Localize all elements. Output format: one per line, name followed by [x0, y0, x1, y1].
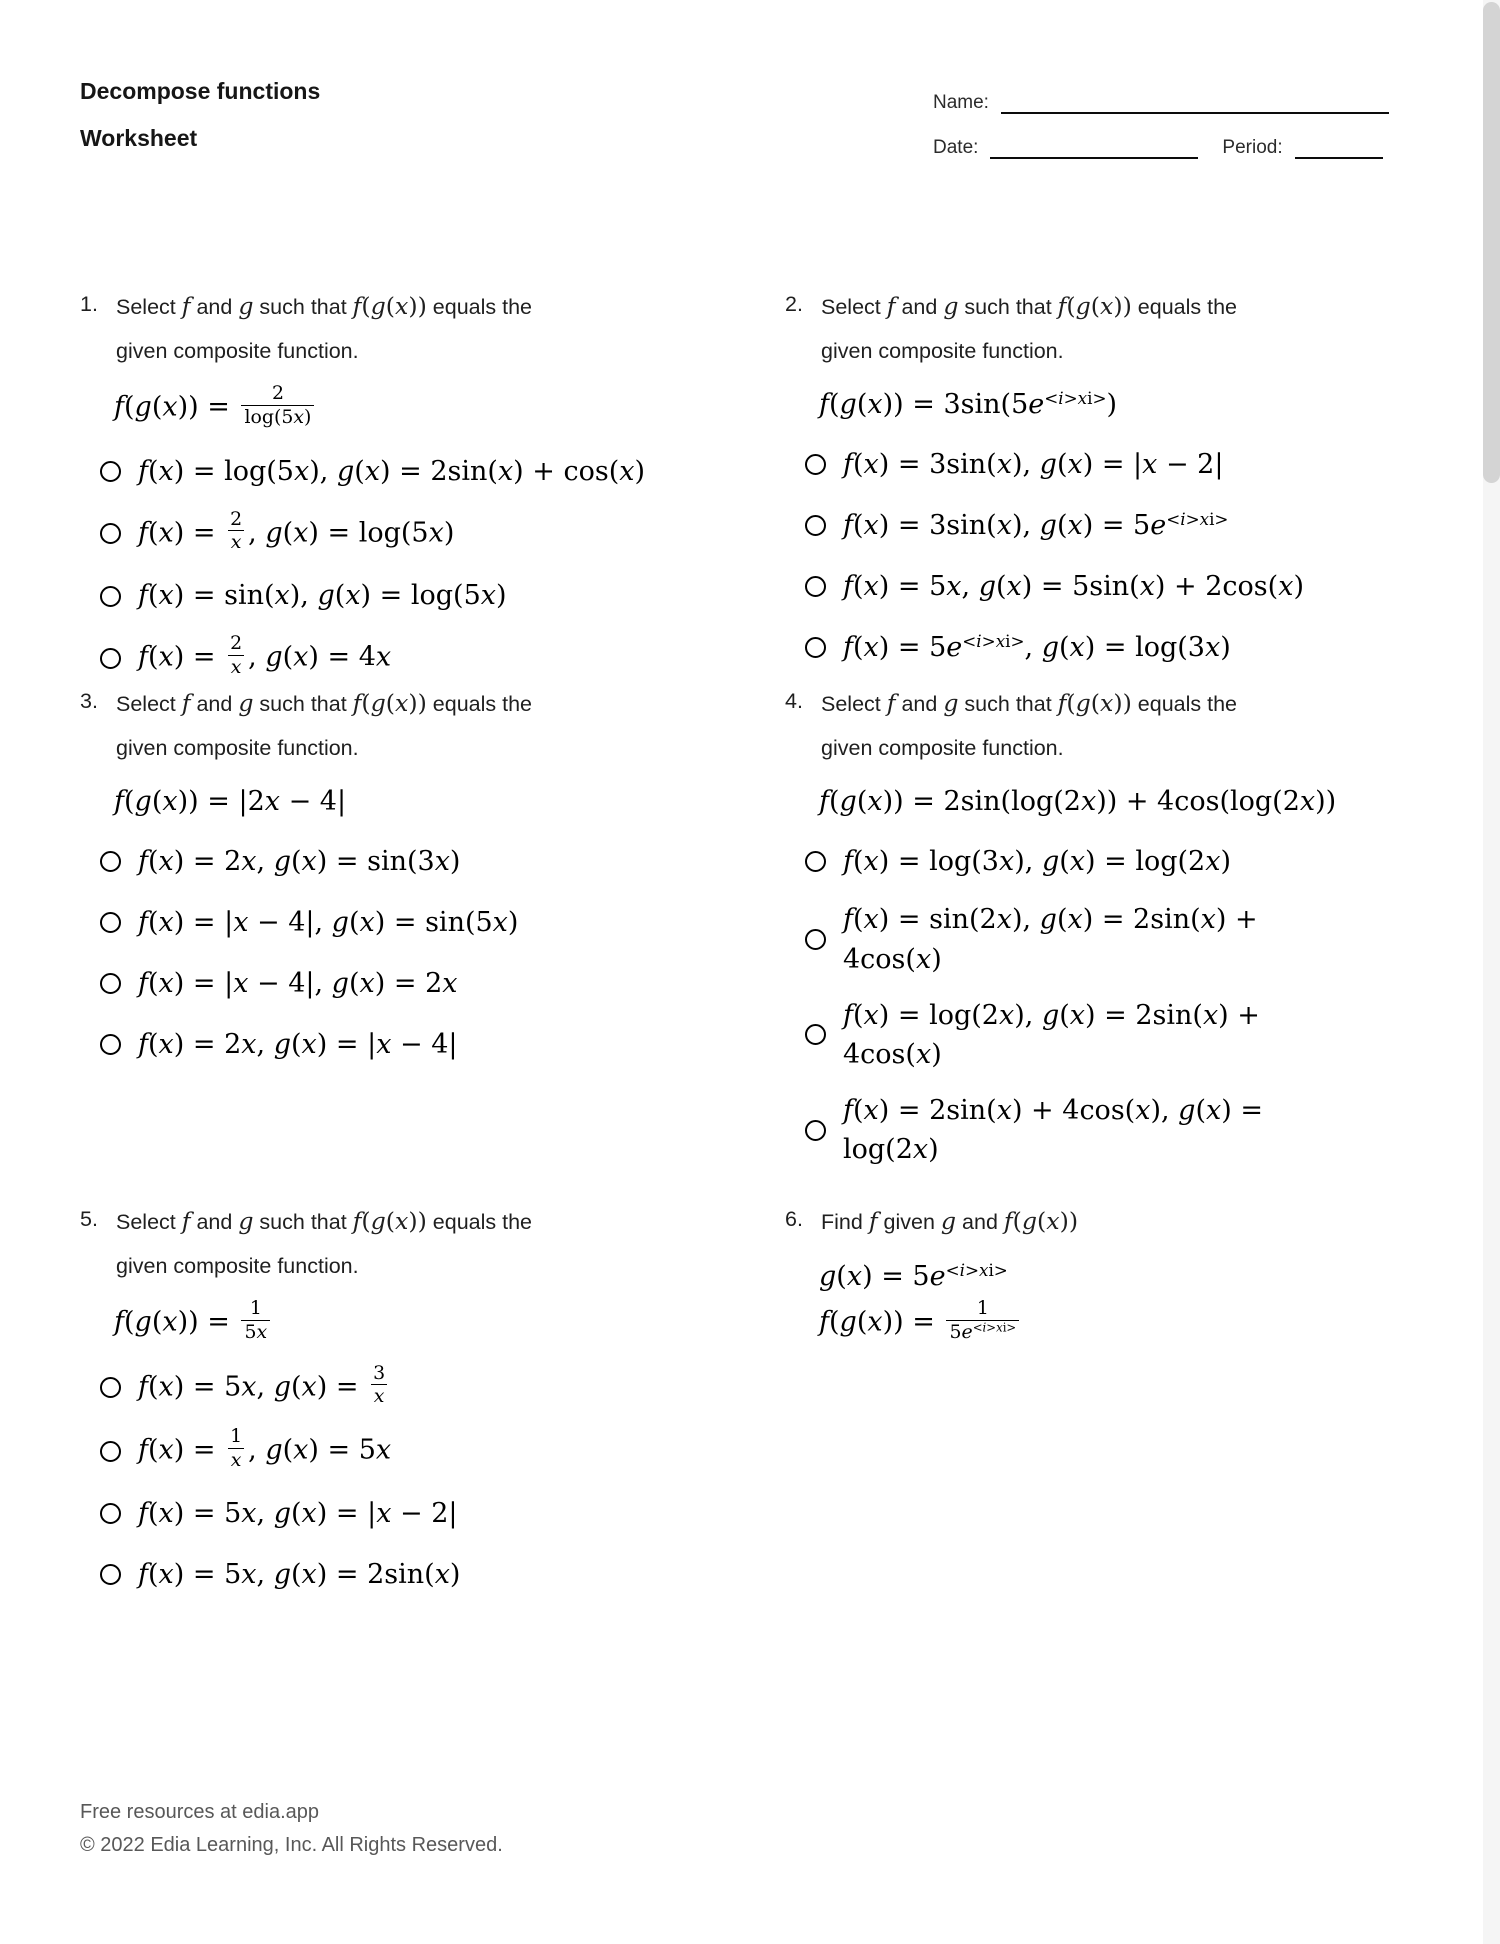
- option-expression: f(x) = 2x, g(x) = |x − 4|: [138, 1028, 458, 1060]
- date-label: Date:: [933, 137, 979, 159]
- composite-expression: $f(g(x)) = 3\sin(5e^{<i>xi>})$: [819, 388, 1118, 421]
- answer-option-2-4[interactable]: [785, 625, 1480, 669]
- radio-button-icon[interactable]: [100, 1034, 121, 1055]
- radio-button-icon[interactable]: [805, 515, 826, 536]
- answer-option-4-4[interactable]: [785, 1091, 1480, 1169]
- option-expression: $f(x) = 5e^{<i>xi>}$, g(x) = log(3x): [843, 630, 1231, 663]
- question-stem: [785, 283, 1480, 373]
- option-expression: f(x) = log(3x), g(x) = log(2x): [843, 845, 1232, 877]
- name-label: Name:: [933, 92, 989, 114]
- radio-button-icon[interactable]: [100, 973, 121, 994]
- radio-button-icon[interactable]: [805, 576, 826, 597]
- name-blank-line: [1001, 92, 1389, 114]
- option-expression: f(x) = |x − 4|, g(x) = 2x: [138, 967, 458, 999]
- footer-copyright-text: © 2022 Edia Learning, Inc. All Rights Reserved.: [80, 1834, 503, 1856]
- answer-options: [80, 450, 730, 682]
- answer-option-5-3[interactable]: [80, 1491, 730, 1535]
- question-text: Select f and g such that f(g(x)) equals the given composite function.: [821, 292, 1238, 364]
- date-blank-line: [990, 137, 1198, 159]
- radio-button-icon[interactable]: [100, 1503, 121, 1524]
- radio-button-icon[interactable]: [805, 637, 826, 658]
- answer-options: [80, 839, 730, 1066]
- title-line-1: Decompose functions: [80, 78, 321, 104]
- radio-button-icon[interactable]: [100, 523, 121, 544]
- answer-option-3-3[interactable]: [80, 961, 730, 1005]
- answer-option-2-1[interactable]: [785, 442, 1480, 486]
- answer-option-5-2[interactable]: [80, 1425, 730, 1474]
- composite-expression: f(g(x)) = $\frac{1}{5x}$: [80, 1300, 730, 1346]
- question-stem: [80, 283, 730, 373]
- question-6: [785, 1198, 1480, 1351]
- scrollbar-thumb[interactable]: [1483, 2, 1500, 483]
- option-expression: f(x) = sin(x), g(x) = log(5x): [138, 580, 507, 612]
- radio-button-icon[interactable]: [100, 1377, 121, 1398]
- footer: [80, 1796, 503, 1862]
- question-text: Select f and g such that f(g(x)) equals the given composite function.: [116, 292, 533, 364]
- answer-options: [80, 1361, 730, 1597]
- answer-option-1-3[interactable]: [80, 574, 730, 618]
- answer-option-4-2[interactable]: [785, 900, 1480, 978]
- option-expression: f(x) = |x − 4|, g(x) = sin(5x): [138, 906, 519, 938]
- answer-options: [785, 839, 1480, 1169]
- answer-option-5-4[interactable]: [80, 1552, 730, 1596]
- radio-button-icon[interactable]: [100, 851, 121, 872]
- radio-button-icon[interactable]: [805, 929, 826, 950]
- option-expression: f(x) = $\frac{2}{x}$ , g(x) = log(5x): [138, 507, 455, 554]
- radio-button-icon[interactable]: [100, 461, 121, 482]
- question-stem: [80, 680, 730, 770]
- period-blank-line: [1295, 137, 1383, 159]
- answer-option-2-3[interactable]: [785, 564, 1480, 608]
- option-expression: f(x) = 5x, g(x) = $\frac{3}{x}$: [138, 1365, 391, 1411]
- question-text: Find f given g and f(g(x)): [821, 1207, 1079, 1235]
- option-expression: f(x) = 2sin(x) + 4cos(x), g(x) = log(2x): [843, 1095, 1263, 1166]
- answer-option-1-2[interactable]: [80, 507, 730, 557]
- answer-option-5-1[interactable]: [80, 1361, 730, 1411]
- question-stem: [785, 1198, 1480, 1245]
- option-expression: f(x) = $\frac{2}{x}$ , g(x) = 4x: [138, 632, 392, 678]
- option-expression: f(x) = sin(2x), g(x) = 2sin(x) + 4cos(x): [843, 904, 1258, 975]
- answer-option-1-1[interactable]: [80, 450, 730, 494]
- answer-option-3-1[interactable]: [80, 839, 730, 883]
- question-number: 4.: [785, 689, 803, 713]
- question-number: 1.: [80, 292, 98, 316]
- question-text: Select f and g such that f(g(x)) equals the given composite function.: [116, 689, 533, 761]
- radio-button-icon[interactable]: [805, 454, 826, 475]
- option-expression: f(x) = 5x, g(x) = |x − 2|: [138, 1497, 458, 1529]
- option-expression: f(x) = $\frac{1}{x}$ , g(x) = 5x: [138, 1425, 392, 1471]
- date-period-row: [933, 137, 1405, 159]
- option-expression: f(x) = 5x, g(x) = 5sin(x) + 2cos(x): [843, 570, 1304, 602]
- option-expression: f(x) = 2x, g(x) = sin(3x): [138, 845, 461, 877]
- question-stem: [80, 1198, 730, 1288]
- question-5: [80, 1198, 730, 1613]
- question-number: 5.: [80, 1207, 98, 1231]
- radio-button-icon[interactable]: [805, 1024, 826, 1045]
- question-text: Select f and g such that f(g(x)) equals the given composite function.: [821, 689, 1238, 761]
- question-3: [80, 680, 730, 1083]
- option-expression: f(x) = log(2x), g(x) = 2sin(x) + 4cos(x): [843, 999, 1260, 1070]
- question-number: 2.: [785, 292, 803, 316]
- answer-option-4-3[interactable]: [785, 996, 1480, 1074]
- composite-expression: f(g(x)) = 2sin(log(2x)) + 4cos(log(2x)): [819, 786, 1337, 818]
- footer-resources-text: Free resources at edia.app: [80, 1801, 320, 1823]
- radio-button-icon[interactable]: [100, 648, 121, 669]
- option-expression: f(x) = 3sin(x), $g(x) = 5e^{<i>xi>}$: [843, 508, 1229, 541]
- answer-option-1-4[interactable]: [80, 632, 730, 681]
- question-1: [80, 283, 730, 698]
- question-number: 3.: [80, 689, 98, 713]
- question-2: [785, 283, 1480, 686]
- question-stem: [785, 680, 1480, 770]
- name-field-row: [933, 92, 1405, 114]
- title-line-2: Worksheet: [80, 125, 198, 151]
- answer-options: [785, 442, 1480, 669]
- composite-expression: f(g(x)) = $\frac{1}{5e^{<i>xi>}}$: [785, 1300, 1480, 1346]
- radio-button-icon[interactable]: [805, 1120, 826, 1141]
- question-4: [785, 680, 1480, 1186]
- period-label: Period:: [1222, 137, 1283, 159]
- composite-expression: f(g(x)) = |2x − 4|: [114, 786, 347, 818]
- answer-option-3-4[interactable]: [80, 1022, 730, 1066]
- question-number: 6.: [785, 1207, 803, 1231]
- radio-button-icon[interactable]: [100, 912, 121, 933]
- option-expression: f(x) = 5x, g(x) = 2sin(x): [138, 1558, 461, 1590]
- worksheet-title: [80, 80, 320, 150]
- option-expression: f(x) = 3sin(x), g(x) = |x − 2|: [843, 448, 1224, 480]
- radio-button-icon[interactable]: [100, 586, 121, 607]
- answer-option-4-1[interactable]: [785, 839, 1480, 883]
- radio-button-icon[interactable]: [805, 851, 826, 872]
- answer-option-3-2[interactable]: [80, 900, 730, 944]
- composite-expression: $g(x) = 5e^{<i>xi>}$: [819, 1260, 1008, 1293]
- option-expression: f(x) = log(5x), g(x) = 2sin(x) + cos(x): [138, 456, 646, 488]
- question-text: Select f and g such that f(g(x)) equals the given composite function.: [116, 1207, 533, 1279]
- radio-button-icon[interactable]: [100, 1441, 121, 1462]
- answer-option-2-2[interactable]: [785, 503, 1480, 547]
- radio-button-icon[interactable]: [100, 1564, 121, 1585]
- composite-expression: f(g(x)) = $\frac{2}{\log(5x)}$: [80, 385, 730, 431]
